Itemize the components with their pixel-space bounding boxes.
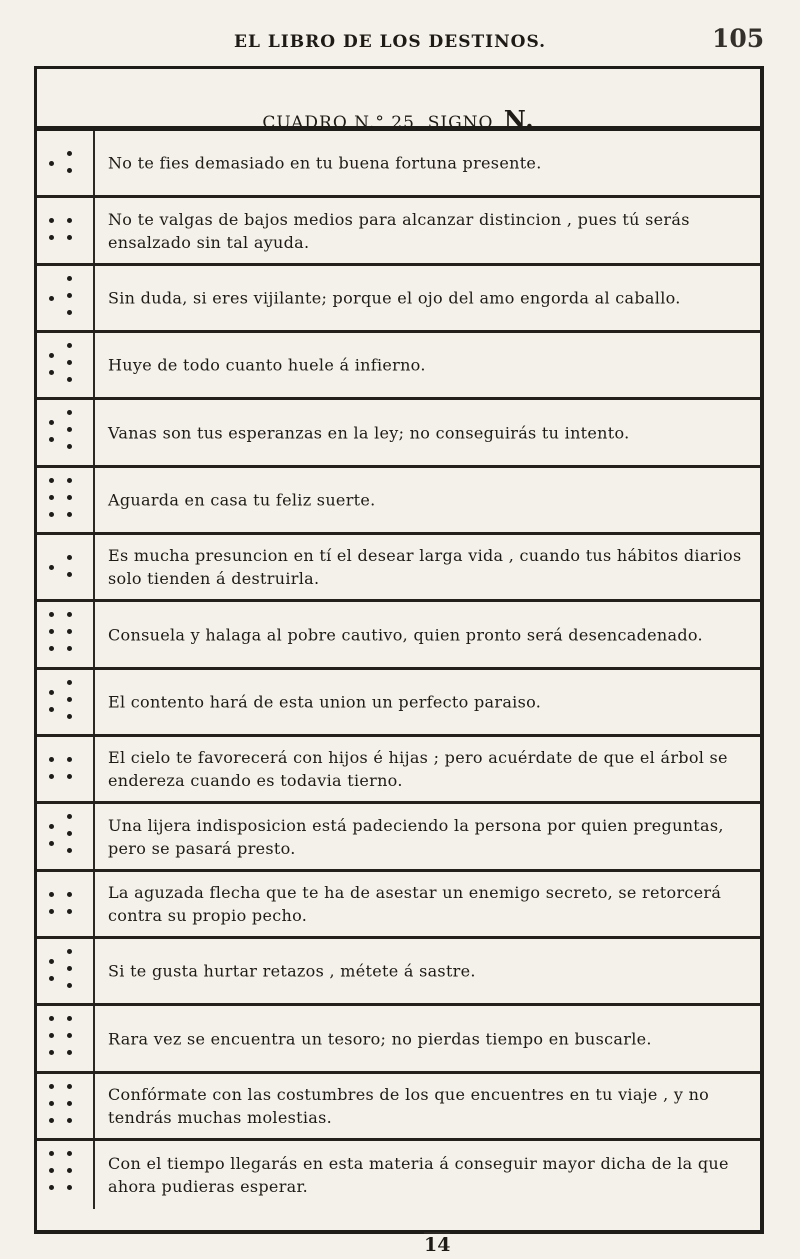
table-row — [37, 266, 760, 333]
dot-mark — [67, 478, 72, 483]
dot-mark — [49, 296, 54, 301]
table-row — [37, 602, 760, 669]
table-row — [37, 670, 760, 737]
table-row — [37, 333, 760, 400]
table-rows — [37, 131, 760, 1209]
oracle-text: Con el tiempo llegarás en esta materia á conseguir mayor dicha de la que ahora pudieras esperar. — [108, 1153, 729, 1196]
dot-mark — [49, 565, 54, 570]
dot-mark — [67, 410, 72, 415]
dot-mark — [49, 757, 54, 762]
dot-mark — [49, 437, 54, 442]
dot-mark — [67, 966, 72, 971]
dot-mark — [67, 1168, 72, 1173]
dot-pattern — [37, 1006, 95, 1070]
table-row — [37, 468, 760, 535]
dot-mark — [49, 1168, 54, 1173]
dot-mark — [67, 235, 72, 240]
caption-sign: N. — [503, 105, 535, 134]
dot-pattern — [37, 400, 95, 464]
dot-pattern — [37, 939, 95, 1003]
oracle-text: Huye de todo cuanto huele á infierno. — [108, 355, 426, 375]
dot-mark — [67, 714, 72, 719]
dot-mark — [67, 343, 72, 348]
dot-mark — [49, 1151, 54, 1156]
dot-mark — [67, 377, 72, 382]
dot-mark — [49, 512, 54, 517]
table-row — [37, 939, 760, 1006]
table-row — [37, 400, 760, 467]
table-row — [37, 1074, 760, 1141]
oracle-text: Es mucha presuncion en tí el desear larga vida , cuando tus hábitos diarios solo tienden á destruirla. — [108, 546, 742, 589]
table-caption — [37, 69, 760, 134]
dot-pattern — [37, 804, 95, 868]
dot-mark — [49, 976, 54, 981]
dot-mark — [67, 427, 72, 432]
dot-pattern — [37, 602, 95, 666]
dot-mark — [49, 892, 54, 897]
dot-mark — [49, 1118, 54, 1123]
table-row — [37, 535, 760, 602]
dot-mark — [49, 612, 54, 617]
dot-pattern — [37, 872, 95, 936]
dot-mark — [67, 983, 72, 988]
dot-mark — [49, 478, 54, 483]
dot-mark — [67, 151, 72, 156]
table-row — [37, 872, 760, 939]
dot-mark — [67, 1050, 72, 1055]
dot-mark — [67, 612, 72, 617]
dot-mark — [49, 370, 54, 375]
dot-mark — [67, 680, 72, 685]
dot-mark — [67, 848, 72, 853]
table-row — [37, 737, 760, 804]
dot-mark — [49, 1033, 54, 1038]
dot-pattern — [37, 198, 95, 262]
table-row — [37, 804, 760, 871]
oracle-text: No te valgas de bajos medios para alcanzar distincion , pues tú serás ensalzado sin tal ayuda. — [108, 209, 690, 252]
dot-pattern — [37, 468, 95, 532]
dot-mark — [49, 218, 54, 223]
dot-mark — [49, 235, 54, 240]
table-row — [37, 1006, 760, 1073]
dot-mark — [49, 1050, 54, 1055]
dot-mark — [67, 831, 72, 836]
dot-mark — [67, 892, 72, 897]
oracle-text: Rara vez se encuentra un tesoro; no pierdas tiempo en buscarle. — [108, 1029, 652, 1049]
caption-prefix: CUADRO N.° 25, SIGNO — [262, 113, 494, 133]
dot-mark — [49, 1101, 54, 1106]
dot-mark — [49, 420, 54, 425]
oracle-text: Si te gusta hurtar retazos , métete á sastre. — [108, 961, 476, 981]
dot-mark — [49, 1016, 54, 1021]
running-title: EL LIBRO DE LOS DESTINOS. — [234, 32, 547, 52]
dot-pattern — [37, 131, 95, 195]
oracle-text: Consuela y halaga al pobre cautivo, quien pronto será desencadenado. — [108, 625, 703, 645]
dot-mark — [67, 168, 72, 173]
dot-mark — [67, 1033, 72, 1038]
oracle-text: Aguarda en casa tu feliz suerte. — [108, 490, 376, 510]
dot-mark — [49, 824, 54, 829]
dot-mark — [67, 909, 72, 914]
signature-mark: 14 — [424, 1234, 451, 1256]
dot-mark — [67, 360, 72, 365]
page-number: 105 — [712, 24, 765, 53]
dot-pattern — [37, 1141, 95, 1208]
dot-mark — [67, 1084, 72, 1089]
dot-mark — [67, 629, 72, 634]
dot-mark — [67, 949, 72, 954]
dot-mark — [67, 1151, 72, 1156]
oracle-text: El contento hará de esta union un perfecto paraiso. — [108, 692, 542, 712]
dot-mark — [49, 353, 54, 358]
dot-mark — [67, 757, 72, 762]
dot-mark — [49, 161, 54, 166]
dot-mark — [49, 774, 54, 779]
dot-mark — [67, 1118, 72, 1123]
dot-mark — [49, 959, 54, 964]
dot-mark — [49, 841, 54, 846]
dot-mark — [67, 697, 72, 702]
dot-mark — [49, 690, 54, 695]
dot-mark — [49, 909, 54, 914]
dot-pattern — [37, 266, 95, 330]
dot-mark — [49, 707, 54, 712]
table-row — [37, 198, 760, 265]
running-head — [0, 18, 800, 58]
dot-mark — [67, 1016, 72, 1021]
dot-mark — [67, 444, 72, 449]
dot-mark — [67, 555, 72, 560]
table-row — [37, 131, 760, 198]
dot-mark — [67, 814, 72, 819]
dot-mark — [67, 495, 72, 500]
oracle-text: Sin duda, si eres vijilante; porque el ojo del amo engorda al caballo. — [108, 288, 681, 308]
dot-mark — [49, 495, 54, 500]
dot-mark — [67, 1101, 72, 1106]
dot-pattern — [37, 737, 95, 801]
oracle-table — [34, 66, 764, 1234]
oracle-text: Una lijera indisposicion está padeciendo la persona por quien preguntas, pero se pasará presto. — [108, 815, 724, 858]
dot-mark — [67, 293, 72, 298]
dot-mark — [49, 1084, 54, 1089]
dot-pattern — [37, 670, 95, 734]
dot-mark — [67, 512, 72, 517]
oracle-text: El cielo te favorecerá con hijos é hijas ; pero acuérdate de que el árbol se endereza cuando es todavia tierno. — [108, 748, 728, 791]
dot-pattern — [37, 535, 95, 599]
dot-mark — [67, 1185, 72, 1190]
dot-mark — [67, 276, 72, 281]
dot-mark — [67, 218, 72, 223]
dot-mark — [49, 629, 54, 634]
oracle-text: Vanas son tus esperanzas en la ley; no conseguirás tu intento. — [108, 423, 630, 443]
oracle-text: La aguzada flecha que te ha de asestar un enemigo secreto, se retorcerá contra su propio pecho. — [108, 882, 722, 925]
dot-mark — [49, 1185, 54, 1190]
dot-mark — [67, 572, 72, 577]
oracle-text: Confórmate con las costumbres de los que encuentres en tu viaje , y no tendrás muchas molestias. — [108, 1084, 710, 1127]
dot-mark — [67, 774, 72, 779]
dot-pattern — [37, 1074, 95, 1138]
dot-mark — [67, 310, 72, 315]
dot-mark — [49, 646, 54, 651]
table-row — [37, 1141, 760, 1208]
oracle-text: No te fies demasiado en tu buena fortuna presente. — [108, 153, 542, 173]
dot-pattern — [37, 333, 95, 397]
dot-mark — [67, 646, 72, 651]
